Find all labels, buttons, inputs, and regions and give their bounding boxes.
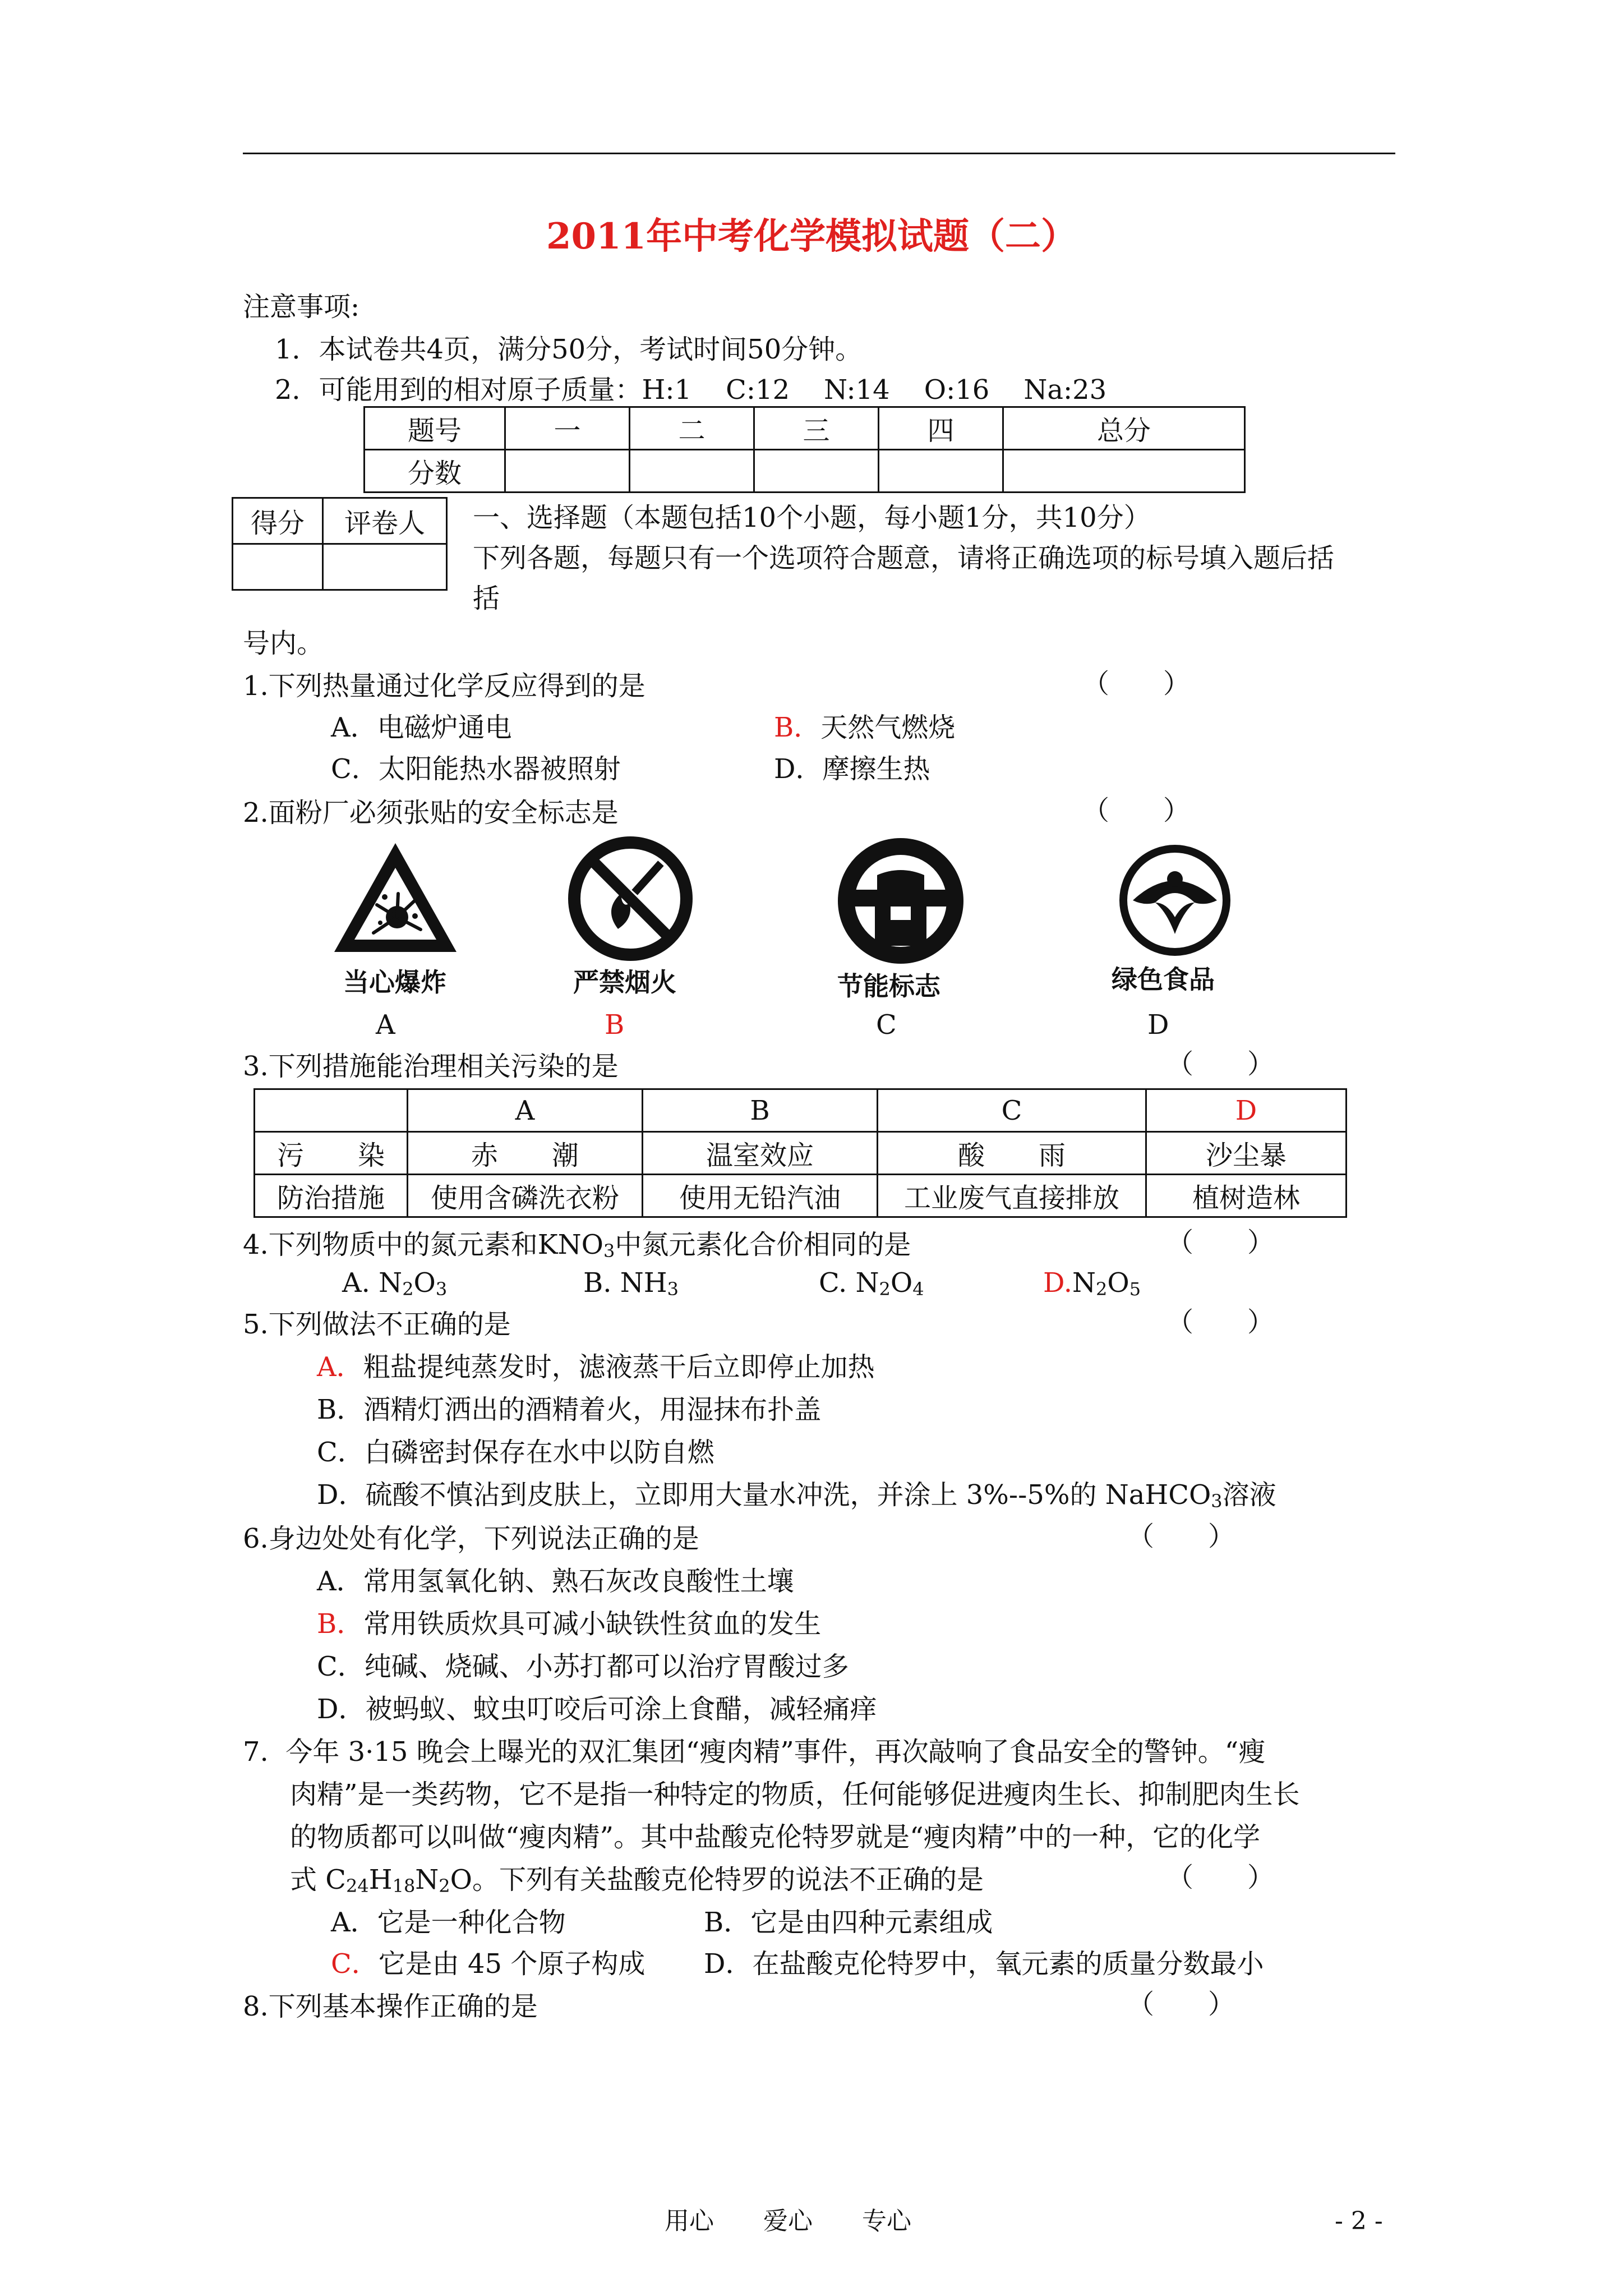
q7-formula-sub-3: 2 [439, 1875, 450, 1897]
q7-option-c-letter: C． [331, 1948, 379, 1980]
q7-formula-c: N [415, 1864, 439, 1895]
section-instructions-end: 号内。 [243, 628, 324, 659]
score-table [363, 406, 1246, 493]
q4-c-sub-2: 4 [912, 1278, 924, 1300]
q7-formula-sub-2: 18 [392, 1875, 416, 1897]
q7-line-1: 7. 今年 3·15 晚会上曝光的双汇集团“瘦肉精”事件，再次敲响了食品安全的警钟。“瘦 [243, 1736, 1266, 1768]
q5-answer-paren: （ ） [1166, 1306, 1275, 1338]
section-instructions-cont: 括 [473, 583, 500, 614]
score-cell[interactable] [1003, 450, 1245, 493]
notes-heading: 注意事项: [243, 291, 360, 323]
grader-name-label: 评卷人 [323, 498, 447, 544]
q4-c-text: C. N [819, 1267, 879, 1299]
score-table-header: 总分 [1003, 407, 1245, 450]
q5-option-d-text-2: 溶液 [1222, 1479, 1276, 1511]
sign-a-letter: A [376, 1009, 395, 1041]
q3-cell: 使用含磷洗衣粉 [408, 1175, 643, 1217]
q1-stem: 1.下列热量通过化学反应得到的是 [243, 670, 645, 702]
q4-c-sub: 2 [879, 1278, 891, 1300]
q7-line-4 [290, 1865, 984, 1897]
q4-b-sub: 3 [667, 1278, 679, 1300]
score-cell[interactable] [630, 450, 754, 493]
q7-formula-a: 式 C [290, 1864, 346, 1895]
q4-c-text-2: O [890, 1267, 913, 1299]
section-heading: 一、选择题（本题包括10个小题，每小题1分，共10分） [473, 502, 1151, 533]
q5-option-d-text: D．硫酸不慎沾到皮肤上，立即用大量水冲洗，并涂上 3%--5%的 NaHCO [317, 1479, 1211, 1511]
q1-answer-paren: （ ） [1082, 668, 1191, 700]
q3-stem: 3.下列措施能治理相关污染的是 [243, 1051, 619, 1082]
q5-option-d [317, 1480, 1276, 1512]
grader-table [232, 497, 448, 591]
sign-b-caption: 严禁烟火 [573, 967, 676, 997]
q4-option-b [583, 1268, 679, 1300]
q7-option-d: D．在盐酸克伦特罗中，氧元素的质量分数最小 [704, 1948, 1264, 1980]
q3-row-label: 污 染 [255, 1132, 408, 1175]
q6-stem: 6.身边处处有化学，下列说法正确的是 [243, 1523, 699, 1554]
q3-cell: 植树造林 [1146, 1175, 1347, 1217]
sign-b-letter: B [605, 1009, 625, 1041]
q7-line-2: 肉精”是一类药物，它不是指一种特定的物质，任何能够促进瘦肉生长、抑制肥肉生长 [290, 1779, 1300, 1810]
energy-saving-icon [836, 836, 966, 966]
q5-option-c: C．白磷密封保存在水中以防自燃 [317, 1437, 714, 1468]
q5-option-d-sub: 3 [1211, 1490, 1223, 1512]
q4-option-d [1043, 1268, 1141, 1300]
q5-stem: 5.下列做法不正确的是 [243, 1309, 511, 1340]
q7-option-c [331, 1949, 645, 1980]
page-number: - 2 - [1335, 2207, 1383, 2235]
q3-col-header: A [408, 1089, 643, 1132]
q7-line-3: 的物质都可以叫做“瘦肉精”。其中盐酸克伦特罗就是“瘦肉精”中的一种，它的化学 [290, 1821, 1261, 1853]
q3-cell: 温室效应 [643, 1132, 878, 1175]
score-cell[interactable] [505, 450, 630, 493]
score-table-row-label: 分数 [365, 450, 505, 493]
q7-line-4-text: O。下列有关盐酸克伦特罗的说法不正确的是 [450, 1864, 984, 1895]
score-cell[interactable] [879, 450, 1003, 493]
q4-stem [243, 1230, 911, 1262]
q7-option-a: A．它是一种化合物 [331, 1907, 566, 1938]
grader-score-label: 得分 [233, 498, 323, 544]
q8-answer-paren: （ ） [1127, 1989, 1235, 2020]
sign-c-letter: C [876, 1009, 897, 1041]
note-2: 2．可能用到的相对原子质量：H:1 C:12 N:14 O:16 Na:23 [275, 374, 1107, 406]
q7-answer-paren: （ ） [1166, 1862, 1275, 1893]
q3-cell: 酸 雨 [878, 1132, 1146, 1175]
q6-answer-paren: （ ） [1127, 1521, 1235, 1552]
grader-score-cell[interactable] [233, 544, 323, 590]
q4-answer-paren: （ ） [1166, 1227, 1275, 1258]
q2-answer-paren: （ ） [1082, 795, 1191, 826]
q1-option-a: A．电磁炉通电 [331, 712, 512, 743]
q4-d-sub: 2 [1096, 1278, 1108, 1300]
q3-corner-cell [255, 1089, 408, 1132]
q6-option-b-letter: B． [317, 1608, 364, 1640]
section-instructions: 下列各题，每题只有一个选项符合题意，请将正确选项的标号填入题后括 [473, 542, 1335, 574]
q1-option-c: C．太阳能热水器被照射 [331, 753, 621, 785]
q7-option-c-text: 它是由 45 个原子构成 [378, 1948, 645, 1980]
q3-col-header: B [643, 1089, 878, 1132]
score-cell[interactable] [754, 450, 879, 493]
green-food-icon [1116, 844, 1234, 956]
q3-col-header: D [1146, 1089, 1347, 1132]
q4-d-text-2: O [1107, 1267, 1129, 1299]
q3-cell: 工业废气直接排放 [878, 1175, 1146, 1217]
q3-answer-paren: （ ） [1166, 1048, 1275, 1080]
q4-stem-sub: 3 [603, 1240, 615, 1262]
sign-a-caption: 当心爆炸 [343, 967, 446, 997]
q4-a-text: A. N [342, 1267, 403, 1299]
q6-option-b [317, 1609, 821, 1640]
q2-stem: 2.面粉厂必须张贴的安全标志是 [243, 797, 619, 829]
q7-formula-sub-1: 24 [346, 1875, 369, 1897]
page-title: 2011年中考化学模拟试题（二） [546, 215, 1077, 257]
q6-option-b-text: 常用铁质炊具可减小缺铁性贫血的发生 [363, 1608, 822, 1640]
q4-b-text: B. NH [583, 1267, 667, 1299]
q5-option-a [317, 1352, 875, 1383]
q3-cell: 沙尘暴 [1146, 1132, 1347, 1175]
q4-stem-text: 4.下列物质中的氮元素和KNO [243, 1229, 604, 1260]
q7-formula-b: H [368, 1864, 393, 1895]
note-1: 1．本试卷共4页，满分50分，考试时间50分钟。 [275, 334, 863, 365]
q8-stem: 8.下列基本操作正确的是 [243, 1991, 538, 2022]
grader-name-cell[interactable] [323, 544, 447, 590]
q4-a-text-2: O [413, 1267, 436, 1299]
score-table-header: 四 [879, 407, 1003, 450]
q4-d-sub-2: 5 [1129, 1278, 1141, 1300]
q1-option-d: D．摩擦生热 [774, 753, 930, 785]
q6-option-d: D．被蚂蚁、蚊虫叮咬后可涂上食醋，减轻痛痒 [317, 1694, 877, 1725]
q4-a-sub-2: 3 [435, 1278, 448, 1300]
sign-d-caption: 绿色食品 [1112, 964, 1215, 995]
q5-option-b: B．酒精灯洒出的酒精着火，用湿抹布扑盖 [317, 1394, 822, 1425]
q4-a-sub: 2 [402, 1278, 414, 1300]
q4-stem-text-2: 中氮元素化合价相同的是 [615, 1229, 911, 1260]
q5-option-a-text: 粗盐提纯蒸发时，滤液蒸干后立即停止加热 [363, 1351, 875, 1383]
score-table-header: 一 [505, 407, 630, 450]
q3-row-label: 防治措施 [255, 1175, 408, 1217]
q6-option-c: C．纯碱、烧碱、小苏打都可以治疗胃酸过多 [317, 1651, 849, 1682]
no-fire-icon [566, 835, 694, 963]
q7-option-b: B．它是由四种元素组成 [704, 1907, 993, 1938]
q5-option-a-letter: A． [317, 1351, 363, 1383]
q4-option-c [819, 1268, 924, 1300]
q1-option-b [774, 712, 955, 743]
sign-d-letter: D [1147, 1009, 1169, 1041]
score-table-header: 二 [630, 407, 754, 450]
q4-option-a [342, 1268, 447, 1300]
score-table-header: 三 [754, 407, 879, 450]
header-rule [243, 153, 1395, 154]
explosion-warning-icon [331, 839, 460, 956]
q4-d-text: N [1072, 1267, 1096, 1299]
q6-option-a: A．常用氢氧化钠、熟石灰改良酸性土壤 [317, 1566, 794, 1597]
sign-c-caption: 节能标志 [837, 971, 940, 1001]
q3-cell: 使用无铅汽油 [643, 1175, 878, 1217]
q4-d-letter: D. [1043, 1267, 1073, 1299]
q1-option-b-letter: B． [774, 712, 821, 743]
q1-option-b-text: 天然气燃烧 [820, 712, 956, 743]
q3-col-header: C [878, 1089, 1146, 1132]
footer-motto: 用心 爱心 专心 [665, 2207, 911, 2235]
q3-table [253, 1088, 1347, 1218]
score-table-header: 题号 [365, 407, 505, 450]
q3-cell: 赤 潮 [408, 1132, 643, 1175]
